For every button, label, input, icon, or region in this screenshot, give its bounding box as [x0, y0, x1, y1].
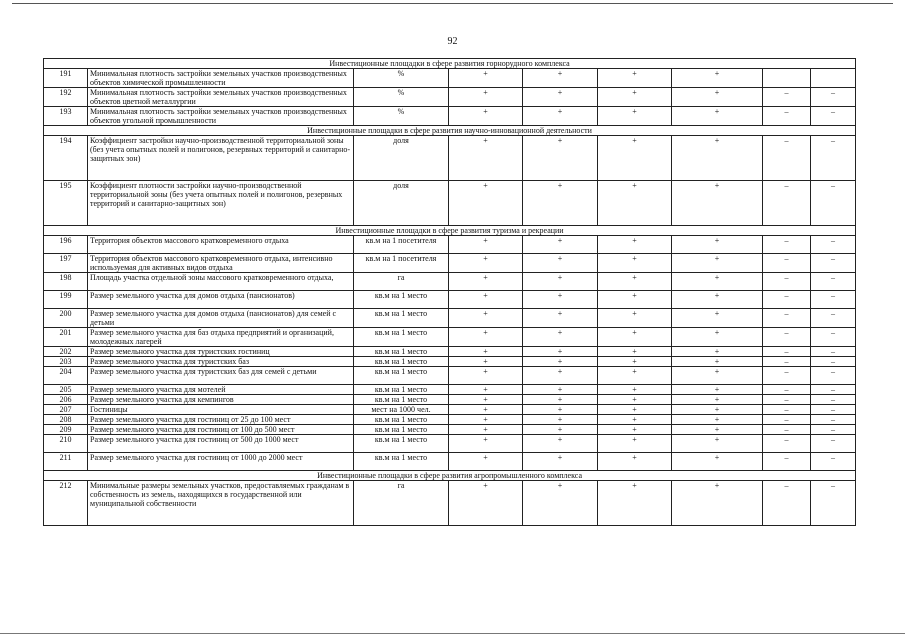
applicability-mark: – — [811, 107, 856, 126]
applicability-mark: – — [763, 107, 811, 126]
applicability-mark: + — [598, 181, 672, 226]
applicability-mark: – — [811, 395, 856, 405]
applicability-mark — [811, 69, 856, 88]
applicability-mark: + — [449, 181, 523, 226]
applicability-mark: – — [763, 395, 811, 405]
applicability-mark: – — [811, 347, 856, 357]
unit-of-measure: кв.м на 1 место — [354, 347, 449, 357]
applicability-mark: + — [449, 453, 523, 471]
applicability-mark: + — [598, 136, 672, 181]
row-number: 205 — [44, 385, 88, 395]
applicability-mark: + — [672, 291, 763, 309]
indicator-name: Минимальная плотность застройки земельных участков производственных объектов угольной промышленности — [88, 107, 354, 126]
applicability-mark: + — [672, 405, 763, 415]
row-number: 195 — [44, 181, 88, 226]
applicability-mark: – — [811, 88, 856, 107]
row-number: 199 — [44, 291, 88, 309]
unit-of-measure: % — [354, 88, 449, 107]
applicability-mark: – — [763, 181, 811, 226]
applicability-mark: – — [763, 405, 811, 415]
indicator-name: Размер земельного участка для гостиниц от 100 до 500 мест — [88, 425, 354, 435]
row-number: 208 — [44, 415, 88, 425]
applicability-mark: – — [811, 236, 856, 254]
applicability-mark: + — [672, 107, 763, 126]
applicability-mark: + — [672, 309, 763, 328]
applicability-mark: – — [811, 291, 856, 309]
table-row — [44, 481, 856, 526]
applicability-mark: + — [523, 395, 598, 405]
applicability-mark: – — [763, 136, 811, 181]
unit-of-measure: кв.м на 1 место — [354, 395, 449, 405]
applicability-mark: – — [811, 453, 856, 471]
applicability-mark: + — [598, 415, 672, 425]
indicator-name: Размер земельного участка для туристских гостиниц — [88, 347, 354, 357]
applicability-mark: – — [763, 254, 811, 273]
applicability-mark: + — [672, 181, 763, 226]
applicability-mark: + — [523, 88, 598, 107]
table-row — [44, 88, 856, 107]
applicability-mark: – — [811, 273, 856, 291]
row-number: 201 — [44, 328, 88, 347]
applicability-mark: + — [449, 236, 523, 254]
table-row — [44, 367, 856, 385]
applicability-mark: + — [523, 291, 598, 309]
scan-edge-bottom — [0, 633, 905, 634]
indicator-name: Площадь участка отдельной зоны массового кратковременного отдыха, — [88, 273, 354, 291]
applicability-mark: + — [449, 328, 523, 347]
applicability-mark: + — [523, 254, 598, 273]
row-number: 192 — [44, 88, 88, 107]
table-row — [44, 236, 856, 254]
unit-of-measure: кв.м на 1 место — [354, 291, 449, 309]
applicability-mark: + — [672, 395, 763, 405]
applicability-mark: + — [672, 236, 763, 254]
applicability-mark: + — [523, 273, 598, 291]
indicator-name: Минимальные размеры земельных участков, предоставляемых гражданам в собственность из земель, находящихся в государственной или муниципальной собственности — [88, 481, 354, 526]
applicability-mark: + — [523, 328, 598, 347]
row-number: 200 — [44, 309, 88, 328]
applicability-mark: + — [523, 347, 598, 357]
applicability-mark: + — [449, 309, 523, 328]
applicability-mark: + — [523, 181, 598, 226]
applicability-mark: + — [672, 69, 763, 88]
applicability-mark: + — [598, 88, 672, 107]
page-number: 92 — [447, 36, 458, 47]
row-number: 196 — [44, 236, 88, 254]
applicability-mark: + — [523, 236, 598, 254]
indicator-name: Территория объектов массового кратковременного отдыха, интенсивно используемая для активных видов отдыха — [88, 254, 354, 273]
applicability-mark: + — [523, 69, 598, 88]
unit-of-measure: кв.м на 1 место — [354, 425, 449, 435]
applicability-mark: + — [598, 425, 672, 435]
section-title: Инвестиционные площадки в сфере развития агропромышленного комплекса — [44, 471, 856, 481]
section-title: Инвестиционные площадки в сфере развития горнорудного комплекса — [44, 59, 856, 69]
applicability-mark: + — [672, 385, 763, 395]
section-header-row — [44, 471, 856, 481]
indicator-name: Размер земельного участка для гостиниц от 1000 до 2000 мест — [88, 453, 354, 471]
row-number: 210 — [44, 435, 88, 453]
indicator-name: Размер земельного участка для туристских баз — [88, 357, 354, 367]
applicability-mark: + — [598, 254, 672, 273]
applicability-mark: – — [763, 435, 811, 453]
section-header-row — [44, 59, 856, 69]
applicability-mark: + — [672, 453, 763, 471]
applicability-mark: – — [763, 273, 811, 291]
applicability-mark: + — [598, 347, 672, 357]
applicability-mark: – — [811, 136, 856, 181]
applicability-mark: + — [598, 69, 672, 88]
applicability-mark: – — [811, 415, 856, 425]
applicability-mark: + — [523, 481, 598, 526]
applicability-mark: + — [598, 309, 672, 328]
unit-of-measure: га — [354, 273, 449, 291]
applicability-mark: + — [672, 435, 763, 453]
section-header-row — [44, 126, 856, 136]
applicability-mark: – — [811, 181, 856, 226]
applicability-mark: + — [449, 107, 523, 126]
applicability-mark: + — [449, 273, 523, 291]
applicability-mark: + — [449, 481, 523, 526]
applicability-mark: + — [598, 453, 672, 471]
indicator-name: Размер земельного участка для гостиниц от 500 до 1000 мест — [88, 435, 354, 453]
table-row — [44, 395, 856, 405]
applicability-mark: – — [811, 385, 856, 395]
applicability-mark: – — [763, 385, 811, 395]
row-number: 193 — [44, 107, 88, 126]
applicability-mark: – — [811, 367, 856, 385]
applicability-mark: + — [598, 405, 672, 415]
applicability-mark: + — [672, 273, 763, 291]
unit-of-measure: кв.м на 1 место — [354, 453, 449, 471]
row-number: 206 — [44, 395, 88, 405]
section-header-row — [44, 226, 856, 236]
table-row — [44, 435, 856, 453]
applicability-mark: + — [523, 136, 598, 181]
applicability-mark: – — [763, 481, 811, 526]
indicator-name: Гостиницы — [88, 405, 354, 415]
applicability-mark: + — [523, 309, 598, 328]
applicability-mark: – — [763, 328, 811, 347]
row-number: 209 — [44, 425, 88, 435]
row-number: 203 — [44, 357, 88, 367]
applicability-mark: + — [672, 136, 763, 181]
applicability-mark: + — [449, 405, 523, 415]
applicability-mark: + — [672, 367, 763, 385]
applicability-mark: + — [449, 425, 523, 435]
applicability-mark: + — [523, 385, 598, 395]
applicability-mark: – — [763, 88, 811, 107]
table-row — [44, 328, 856, 347]
applicability-mark: + — [598, 236, 672, 254]
applicability-mark: – — [763, 236, 811, 254]
unit-of-measure: кв.м на 1 место — [354, 385, 449, 395]
table-body — [44, 59, 856, 526]
row-number: 204 — [44, 367, 88, 385]
applicability-mark: + — [598, 291, 672, 309]
row-number: 197 — [44, 254, 88, 273]
applicability-mark: + — [672, 415, 763, 425]
unit-of-measure: доля — [354, 136, 449, 181]
applicability-mark: + — [449, 385, 523, 395]
unit-of-measure: кв.м на 1 место — [354, 357, 449, 367]
table-row — [44, 309, 856, 328]
applicability-mark: – — [811, 425, 856, 435]
applicability-mark: – — [763, 309, 811, 328]
table-row — [44, 136, 856, 181]
applicability-mark: – — [763, 415, 811, 425]
table-row — [44, 405, 856, 415]
applicability-mark: + — [672, 357, 763, 367]
applicability-mark: – — [763, 453, 811, 471]
applicability-mark: – — [811, 254, 856, 273]
applicability-mark: + — [523, 405, 598, 415]
applicability-mark: – — [811, 328, 856, 347]
indicator-name: Размер земельного участка для мотелей — [88, 385, 354, 395]
unit-of-measure: кв.м на 1 место — [354, 309, 449, 328]
unit-of-measure: кв.м на 1 место — [354, 328, 449, 347]
row-number: 211 — [44, 453, 88, 471]
applicability-mark: – — [811, 481, 856, 526]
table-row — [44, 415, 856, 425]
applicability-mark: + — [523, 107, 598, 126]
applicability-mark: + — [523, 453, 598, 471]
table-row — [44, 69, 856, 88]
applicability-mark: + — [449, 69, 523, 88]
unit-of-measure: % — [354, 69, 449, 88]
applicability-mark: + — [449, 367, 523, 385]
row-number: 191 — [44, 69, 88, 88]
applicability-mark: – — [811, 435, 856, 453]
table-row — [44, 181, 856, 226]
applicability-mark: – — [763, 367, 811, 385]
applicability-mark: + — [523, 425, 598, 435]
applicability-mark: + — [672, 88, 763, 107]
row-number: 198 — [44, 273, 88, 291]
unit-of-measure: кв.м на 1 место — [354, 367, 449, 385]
unit-of-measure: мест на 1000 чел. — [354, 405, 449, 415]
applicability-mark: + — [598, 328, 672, 347]
applicability-mark: – — [811, 309, 856, 328]
applicability-mark: + — [598, 481, 672, 526]
applicability-mark: + — [449, 136, 523, 181]
indicator-name: Размер земельного участка для кемпингов — [88, 395, 354, 405]
applicability-mark: + — [672, 481, 763, 526]
indicator-name: Размер земельного участка для домов отдыха (пансионатов) — [88, 291, 354, 309]
indicator-name: Коэффициент плотности застройки научно-производственной территориальной зоны (без учета опытных полей и полигонов, резервных территорий и санитарно-защитных зон) — [88, 181, 354, 226]
indicator-name: Размер земельного участка для гостиниц от 25 до 100 мест — [88, 415, 354, 425]
applicability-mark: + — [523, 435, 598, 453]
row-number: 212 — [44, 481, 88, 526]
table-row — [44, 425, 856, 435]
applicability-mark: – — [811, 405, 856, 415]
applicability-mark: + — [598, 367, 672, 385]
applicability-mark: + — [523, 367, 598, 385]
applicability-mark: + — [598, 107, 672, 126]
unit-of-measure: кв.м на 1 место — [354, 415, 449, 425]
applicability-mark: + — [449, 415, 523, 425]
section-title: Инвестиционные площадки в сфере развития научно-инновационной деятельности — [44, 126, 856, 136]
indicator-name: Минимальная плотность застройки земельных участков производственных объектов цветной металлургии — [88, 88, 354, 107]
applicability-mark: + — [523, 357, 598, 367]
applicability-mark: + — [449, 88, 523, 107]
applicability-mark: + — [672, 425, 763, 435]
applicability-mark: – — [811, 357, 856, 367]
applicability-mark: + — [449, 254, 523, 273]
table-row — [44, 254, 856, 273]
table-row — [44, 273, 856, 291]
indicator-name: Территория объектов массового кратковременного отдыха — [88, 236, 354, 254]
row-number: 202 — [44, 347, 88, 357]
applicability-mark: + — [672, 254, 763, 273]
unit-of-measure: кв.м на 1 посетителя — [354, 254, 449, 273]
indicators-table — [43, 58, 856, 526]
unit-of-measure: доля — [354, 181, 449, 226]
indicator-name: Размер земельного участка для баз отдыха предприятий и организаций, молодежных лагерей — [88, 328, 354, 347]
applicability-mark: + — [598, 385, 672, 395]
table-row — [44, 357, 856, 367]
table-row — [44, 453, 856, 471]
indicator-name: Коэффициент застройки научно-производственной территориальной зоны (без учета опытных полей и полигонов, резервных территорий и санитарно-защитных зон) — [88, 136, 354, 181]
applicability-mark: + — [449, 435, 523, 453]
applicability-mark — [763, 69, 811, 88]
unit-of-measure: кв.м на 1 посетителя — [354, 236, 449, 254]
unit-of-measure: кв.м на 1 место — [354, 435, 449, 453]
applicability-mark: – — [763, 291, 811, 309]
indicator-name: Размер земельного участка для домов отдыха (пансионатов) для семей с детьми — [88, 309, 354, 328]
applicability-mark: + — [449, 357, 523, 367]
row-number: 207 — [44, 405, 88, 415]
section-title: Инвестиционные площадки в сфере развития туризма и рекреации — [44, 226, 856, 236]
table-row — [44, 347, 856, 357]
applicability-mark: + — [672, 328, 763, 347]
unit-of-measure: га — [354, 481, 449, 526]
table-row — [44, 291, 856, 309]
applicability-mark: + — [523, 415, 598, 425]
applicability-mark: – — [763, 425, 811, 435]
applicability-mark: + — [598, 435, 672, 453]
applicability-mark: + — [449, 291, 523, 309]
indicator-name: Размер земельного участка для туристских баз для семей с детьми — [88, 367, 354, 385]
table-row — [44, 385, 856, 395]
applicability-mark: + — [598, 273, 672, 291]
applicability-mark: – — [763, 357, 811, 367]
table-row — [44, 107, 856, 126]
unit-of-measure: % — [354, 107, 449, 126]
applicability-mark: + — [598, 395, 672, 405]
applicability-mark: – — [763, 347, 811, 357]
applicability-mark: + — [672, 347, 763, 357]
applicability-mark: + — [598, 357, 672, 367]
row-number: 194 — [44, 136, 88, 181]
applicability-mark: + — [449, 395, 523, 405]
scan-edge-top — [12, 3, 893, 4]
indicator-name: Минимальная плотность застройки земельных участков производственных объектов химической промышленности — [88, 69, 354, 88]
applicability-mark: + — [449, 347, 523, 357]
